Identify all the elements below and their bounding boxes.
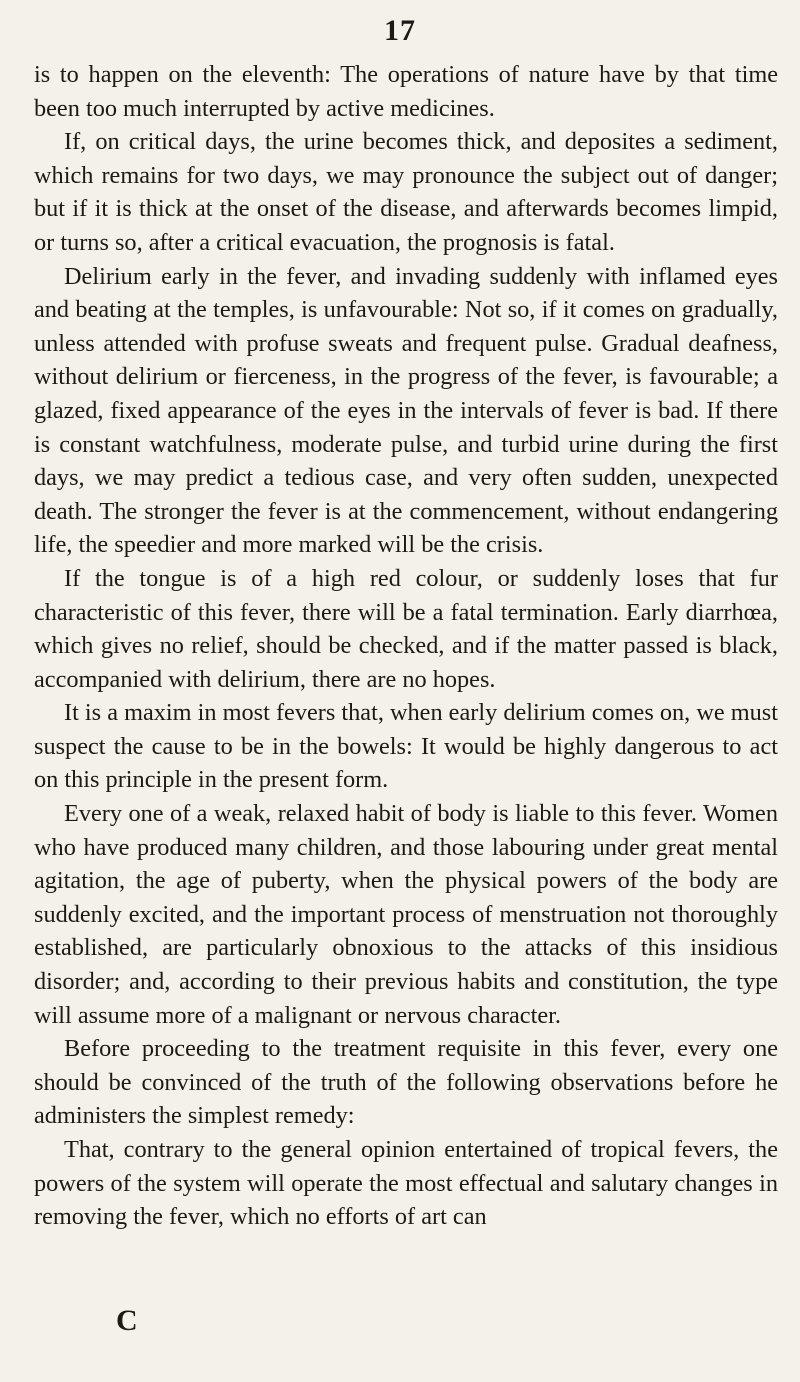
paragraph: If, on critical days, the urine becomes thick, and deposites a sediment, which remains for two days, we may pronounce the subject out of danger; but if it is thick at the onset of the disease, and afterwards becomes limpid, or turns so, after a critical evacuation, the prognosis is fatal. <box>34 128 778 256</box>
paragraph: is to happen on the eleventh: The operations of nature have by that time been too much interrupted by active medicines. <box>34 61 778 122</box>
paragraph: Before proceeding to the treatment requisite in this fever, every one should be convinced of the truth of the following observations before he administers the simplest remedy: <box>34 1035 778 1130</box>
signature-mark: C <box>116 1304 138 1337</box>
body-text <box>34 58 778 1234</box>
paragraph: Delirium early in the fever, and invading suddenly with inflamed eyes and beating at the temples, is unfavourable: Not so, if it comes on gradually, unless attended with profuse sweats and frequent pulse. Gradual deafness, without delirium or fierceness, in the progress of the fever, is favourable; a glazed, fixed appearance of the eyes in the intervals of fever is bad. If there is constant watchfulness, moderate pulse, and turbid urine during the first days, we may predict a tedious case, and very often sudden, unexpected death. The stronger the fever is at the commencement, without endangering life, the speedier and more marked will be the crisis. <box>34 262 778 559</box>
page-number: 17 <box>384 14 416 47</box>
paragraph: If the tongue is of a high red colour, or suddenly loses that fur characteristic of this fever, there will be a fatal termination. Early diarrhœa, which gives no relief, should be checked, and if the matter passed is black, accompanied with delirium, there are no hopes. <box>34 564 778 693</box>
paragraph: It is a maxim in most fevers that, when early delirium comes on, we must suspect the cause to be in the bowels: It would be highly dangerous to act on this principle in the present form. <box>34 699 778 794</box>
paragraph: That, contrary to the general opinion entertained of tropical fevers, the powers of the system will operate the most effectual and salutary changes in removing the fever, which no efforts of art can <box>34 1136 778 1231</box>
paragraph: Every one of a weak, relaxed habit of body is liable to this fever. Women who have produced many children, and those labouring under great mental agitation, the age of puberty, when the physical powers of the body are suddenly excited, and the important process of menstruation not thoroughly established, are particularly obnoxious to the attacks of this insidious disorder; and, according to their previous habits and constitution, the type will assume more of a malignant or nervous character. <box>34 800 778 1029</box>
